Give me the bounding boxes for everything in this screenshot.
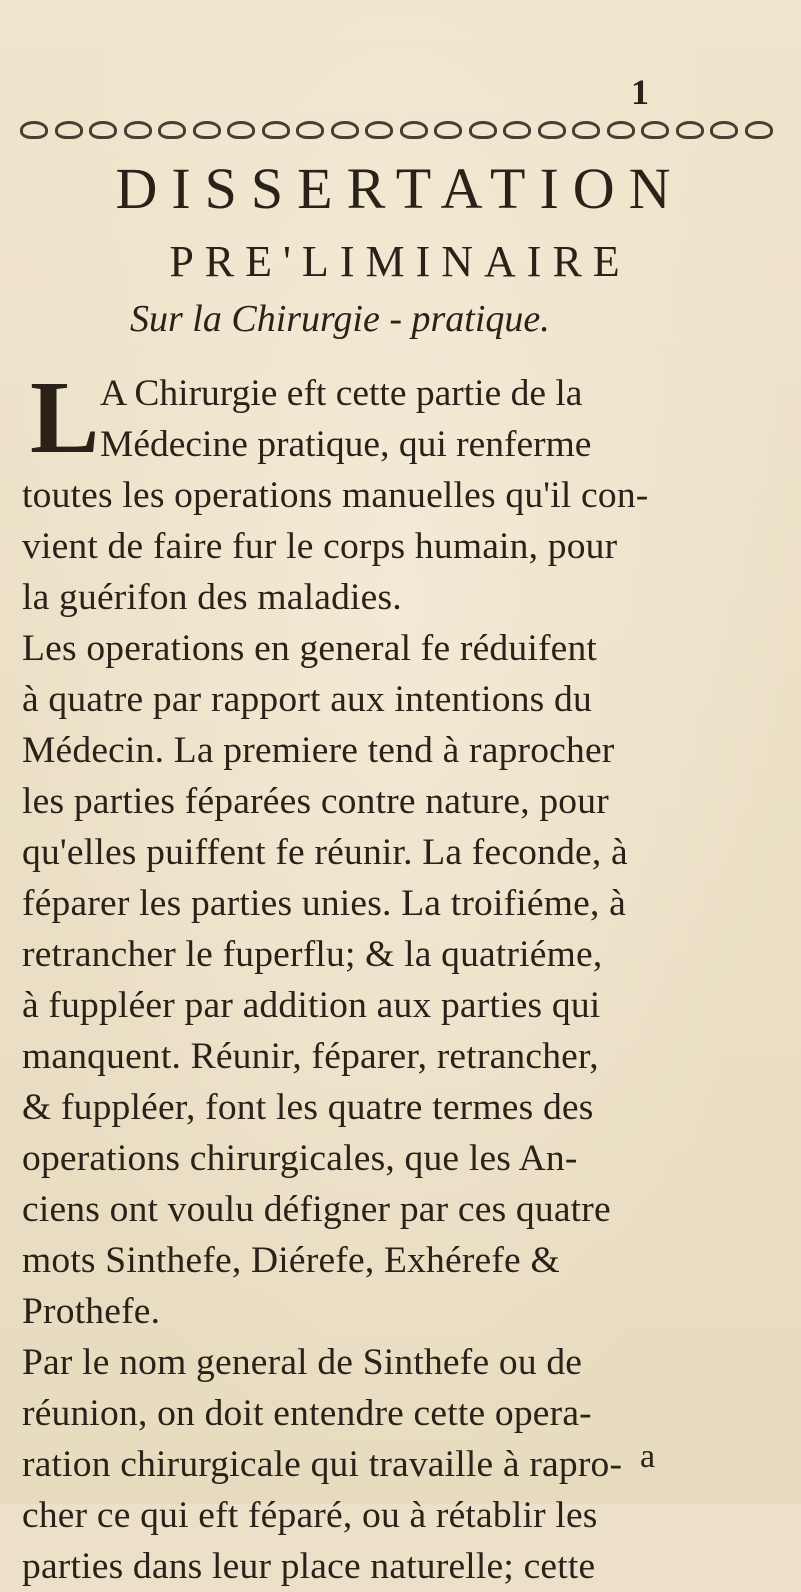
body-text (22, 470, 787, 1592)
opening-lines (100, 368, 790, 470)
text-line: qu'elles puiffent fe réunir. La feconde, à (22, 832, 628, 873)
text-line: vient de faire fur le corps humain, pour (22, 526, 618, 567)
text-line: cher ce qui eft féparé, ou à rétablir les (22, 1495, 598, 1536)
decorative-border-ornament (20, 112, 773, 148)
text-line: la guérifon des maladies. (22, 577, 402, 618)
text-line: manquent. Réunir, féparer, retrancher, (22, 1036, 599, 1077)
text-line: réunion, on doit entendre cette opera- (22, 1393, 592, 1434)
page-number: 1 (631, 72, 649, 112)
text-line: & fuppléer, font les quatre termes des (22, 1087, 594, 1128)
section-heading: Sur la Chirurgie - pratique. (130, 298, 550, 340)
drop-cap-letter: L (30, 360, 100, 475)
page-subtitle: PRE'LIMINAIRE (169, 237, 631, 286)
text-line: Prothefe. (22, 1291, 161, 1332)
text-line: toutes les operations manuelles qu'il con- (22, 475, 649, 516)
text-line: mots Sinthefe, Diérefe, Exhérefe & (22, 1240, 560, 1281)
text-line: retrancher le fuperflu; & la quatriéme, (22, 934, 603, 975)
text-line: operations chirurgicales, que les An- (22, 1138, 578, 1179)
text-line: A Chirurgie eft cette partie de la (100, 373, 583, 414)
text-line: parties dans leur place naturelle; cette (22, 1546, 596, 1587)
text-line: Médecin. La premiere tend à raprocher (22, 730, 615, 771)
catchword: a (640, 1438, 656, 1475)
text-line: Médecine pratique, qui renferme (100, 424, 592, 465)
text-line: ciens ont voulu défigner par ces quatre (22, 1189, 611, 1230)
text-line: Les operations en general fe réduifent (22, 628, 598, 669)
text-line: ration chirurgicale qui travaille à rapro- (22, 1444, 623, 1485)
text-line: les parties féparées contre nature, pour (22, 781, 609, 822)
page-title: DISSERTATION (115, 156, 685, 221)
text-line: à quatre par rapport aux intentions du (22, 679, 592, 720)
text-line: à fuppléer par addition aux parties qui (22, 985, 601, 1026)
text-line: féparer les parties unies. La troifiéme, à (22, 883, 626, 924)
text-line: Par le nom general de Sinthefe ou de (22, 1342, 583, 1383)
